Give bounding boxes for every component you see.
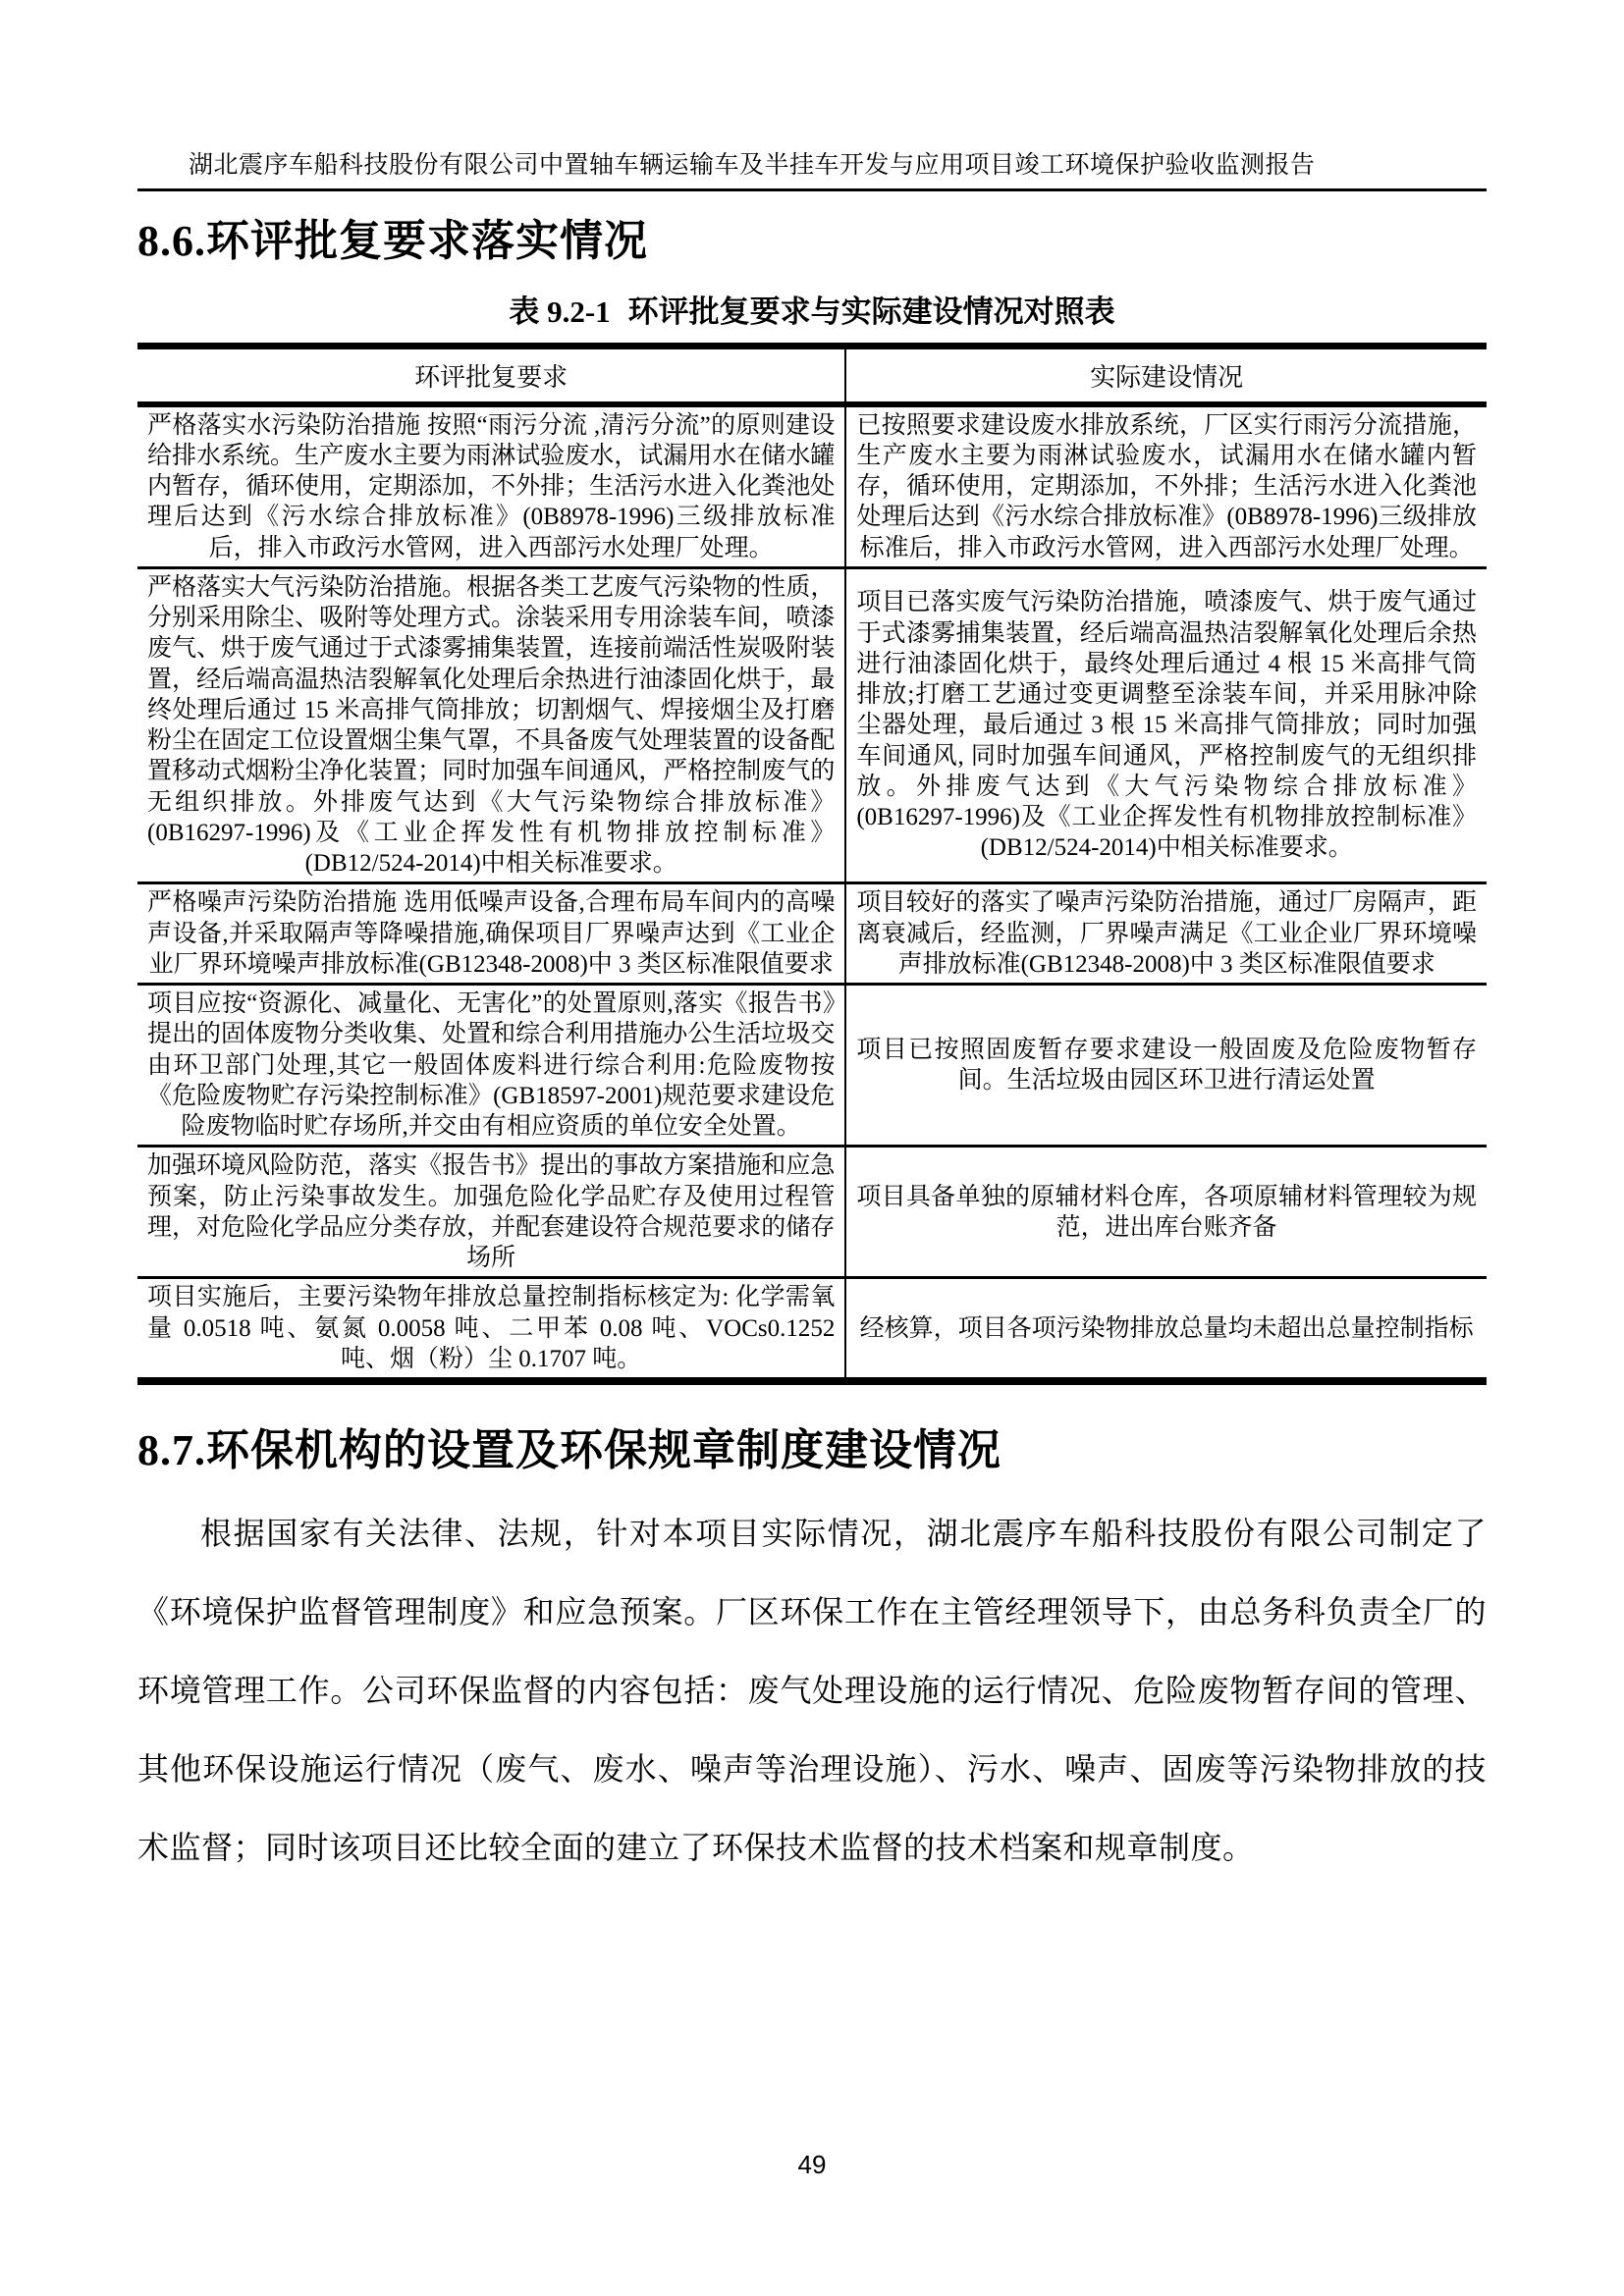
- cell-requirement: 加强环境风险防范，落实《报告书》提出的事故方案措施和应急预案，防止污染事故发生。加强危险化学品贮存及使用过程管理，对危险化学品应分类存放，并配套建设符合规范要求的储存场所: [137, 1147, 845, 1278]
- cell-actual: 项目具备单独的原辅材料仓库，各项原辅材料管理较为规范，进出库台账齐备: [845, 1147, 1487, 1278]
- cell-requirement: 项目实施后，主要污染物年排放总量控制指标核定为: 化学需氧量 0.0518 吨、氨氮 0.0058 吨、二甲苯 0.08 吨、VOCs0.1252 吨、烟（粉）尘 0.1707 吨。: [137, 1278, 845, 1381]
- table-row: [137, 1147, 1487, 1278]
- section-8-7-number: 8.7.: [137, 1426, 206, 1475]
- cell-actual: 项目已按照固废暂存要求建设一般固废及危险废物暂存间。生活垃圾由园区环卫进行清运处置: [845, 985, 1487, 1147]
- body-paragraph: 根据国家有关法律、法规，针对本项目实际情况，湖北震序车船科技股份有限公司制定了《环境保护监督管理制度》和应急预案。厂区环保工作在主管经理领导下，由总务科负责全厂的环境管理工作。公司环保监督的内容包括：废气处理设施的运行情况、危险废物暂存间的管理、其他环保设施运行情况（废气、废水、噪声等治理设施）、污水、噪声、固废等污染物排放的技术监督；同时该项目还比较全面的建立了环保技术监督的技术档案和规章制度。: [137, 1515, 1487, 1865]
- column-header-requirement: 环评批复要求: [137, 346, 845, 404]
- section-8-6-heading: [137, 217, 1487, 267]
- table-row: [137, 1278, 1487, 1381]
- section-8-6-title: 环评批复要求落实情况: [206, 217, 648, 265]
- column-header-actual: 实际建设情况: [845, 346, 1487, 404]
- page-header-text: 湖北震序车船科技股份有限公司中置轴车辆运输车及半挂车开发与应用项目竣工环境保护验收监测报告: [189, 152, 1316, 179]
- table-row: [137, 567, 1487, 883]
- cell-requirement: 严格落实大气污染防治措施。根据各类工艺废气污染物的性质，分别采用除尘、吸附等处理方式。涂装采用专用涂装车间，喷漆废气、烘于废气通过于式漆雾捕集装置，连接前端活性炭吸附装置，经后端高温热洁裂解氧化处理后余热进行油漆固化烘于，最终处理后通过 15 米高排气筒排放；切割烟气、焊接烟尘及打磨粉尘在固定工位设置烟尘集气罩，不具备废气处理装置的设备配置移动式烟粉尘净化装置；同时加强车间通风，严格控制废气的无组织排放。外排废气达到《大气污染物综合排放标准》(0B16297-1996)及《工业企挥发性有机物排放控制标准》(DB12/524-2014)中相关标准要求。: [137, 567, 845, 883]
- cell-actual: 项目较好的落实了噪声污染防治措施，通过厂房隔声，距离衰减后，经监测，厂界噪声满足《工业企业厂界环境噪声排放标准(GB12348-2008)中 3 类区标准限值要求: [845, 883, 1487, 985]
- cell-requirement: 严格噪声污染防治措施 选用低噪声设备,合理布局车间内的高噪声设备,并采取隔声等降噪措施,确保项目厂界噪声达到《工业企业厂界环境噪声排放标准(GB12348-2008)中 3 类区标准限值要求: [137, 883, 845, 985]
- cell-actual: 经核算，项目各项污染物排放总量均未超出总量控制指标: [859, 1314, 1474, 1342]
- table-row: [137, 404, 1487, 568]
- section-8-6-number: 8.6.: [137, 217, 206, 265]
- section-8-7-heading: [137, 1426, 1487, 1476]
- cell-requirement: 项目应按“资源化、减量化、无害化”的处置原则,落实《报告书》提出的固体废物分类收集、处置和综合利用措施办公生活垃圾交由环卫部门处理,其它一般固体废料进行综合利用:危险废物按《危险废物贮存污染控制标准》(GB18597-2001)规范要求建设危险废物临时贮存场所,并交由有相应资质的单位安全处置。: [137, 985, 845, 1147]
- cell-actual: 项目已落实废气污染防治措施，喷漆废气、烘于废气通过于式漆雾捕集装置，经后端高温热洁裂解氧化处理后余热进行油漆固化烘于，最终处理后通过 4 根 15 米高排气筒排放;打磨工艺通过变更调整至涂装车间，并采用脉冲除尘器处理，最后通过 3 根 15 米高排气筒排放；同时加强车间通风, 同时加强车间通风，严格控制废气的无组织排放。外排废气达到《大气污染物综合排放标准》(0B16297-1996)及《工业企挥发性有机物排放控制标准》(DB12/524-2014)中相关标准要求。: [845, 567, 1487, 883]
- table-header-row: [137, 346, 1487, 404]
- page-header: [137, 145, 1487, 191]
- comparison-table: [137, 343, 1487, 1386]
- cell-requirement: 严格落实水污染防治措施 按照“雨污分流 ,清污分流”的原则建设给排水系统。生产废水主要为雨淋试验废水，试漏用水在储水罐内暂存，循环使用，定期添加，不外排；生活污水进入化粪池处理后达到《污水综合排放标准》(0B8978-1996)三级排放标准后，排入市政污水管网，进入西部污水处理厂处理。: [137, 404, 845, 568]
- table-row: [137, 883, 1487, 985]
- table-caption: [137, 287, 1487, 331]
- section-8-7-title: 环保机构的设置及环保规章制度建设情况: [206, 1426, 1001, 1475]
- table-caption-number: 表 9.2-1: [509, 294, 611, 329]
- page-number: 49: [797, 2150, 827, 2179]
- table-row: [137, 985, 1487, 1147]
- cell-actual: 已按照要求建设废水排放系统，厂区实行雨污分流措施，生产废水主要为雨淋试验废水，试漏用水在储水罐内暂存，循环使用，定期添加，不外排；生活污水进入化粪池处理后达到《污水综合排放标准》(0B8978-1996)三级排放标准后，排入市政污水管网，进入西部污水处理厂处理。: [845, 404, 1487, 568]
- table-caption-title: 环评批复要求与实际建设情况对照表: [627, 294, 1115, 329]
